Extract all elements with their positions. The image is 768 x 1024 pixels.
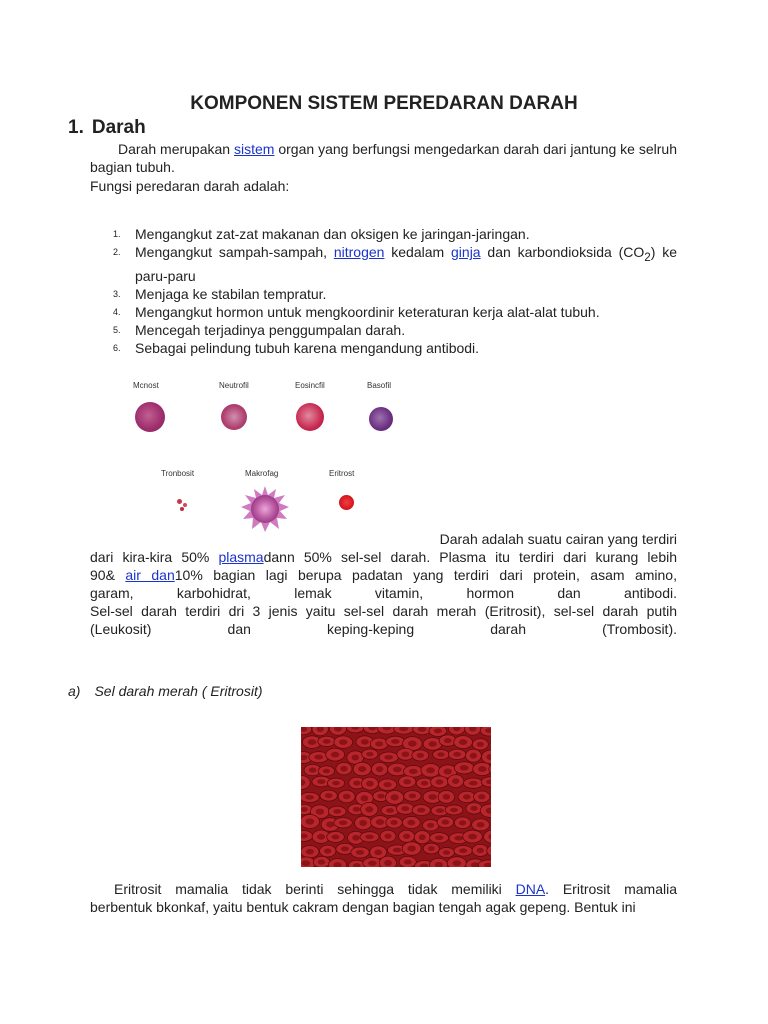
rbc-disc xyxy=(355,816,372,830)
rbc-disc xyxy=(313,856,330,867)
rbc-disc xyxy=(397,748,414,760)
rbc-disc xyxy=(445,805,463,815)
rbc-disc xyxy=(336,763,352,775)
section-number: 1. xyxy=(68,117,84,138)
rbc-disc xyxy=(474,791,490,803)
list-text: Mencegah terjadinya penggumpalan darah. xyxy=(135,321,406,338)
list-text: dan karbondioksida (CO xyxy=(480,244,645,260)
rbc-disc xyxy=(412,805,430,816)
list-item xyxy=(100,225,677,243)
rbc-disc xyxy=(312,727,328,736)
monosit-cell-image xyxy=(135,402,165,432)
rbc-disc xyxy=(482,750,491,764)
rbc-disc xyxy=(402,816,420,828)
trombosit-dot xyxy=(177,499,182,504)
subscript-2: 2 xyxy=(644,250,651,264)
rbc-disc xyxy=(301,846,319,858)
rbc-disc xyxy=(448,727,465,735)
rbc-disc xyxy=(422,820,438,831)
rbc-disc xyxy=(454,817,470,829)
eritrosit-text: . Eritrosit mamalia xyxy=(545,881,677,897)
rbc-disc xyxy=(351,847,369,858)
rbc-disc xyxy=(327,832,345,843)
eritrosit-text: Eritrosit mamalia tidak berinti sehingga tidak memiliki xyxy=(114,881,516,897)
basofil-cell-image xyxy=(369,407,393,431)
rbc-disc xyxy=(301,792,319,802)
rbc-disc xyxy=(472,844,488,856)
neutrofil-cell-image xyxy=(221,404,247,430)
rbc-disc xyxy=(421,763,440,777)
rbc-disc xyxy=(447,857,466,867)
label-makrofag: Makrofag xyxy=(245,469,279,478)
link-plasma[interactable]: plasma xyxy=(218,549,264,565)
rbc-disc xyxy=(386,736,405,747)
rbc-disc xyxy=(487,844,491,857)
rbc-disc xyxy=(481,777,491,787)
rbc-disc xyxy=(361,777,378,790)
darah-para-line6: (Leukosit) dan keping-keping darah (Trombosit). xyxy=(90,621,677,637)
rbc-disc xyxy=(328,806,346,816)
list-item xyxy=(100,285,677,303)
rbc-disc xyxy=(404,766,424,778)
rbc-disc xyxy=(416,778,432,789)
rbc-disc xyxy=(404,791,421,802)
rbc-disc xyxy=(458,791,475,802)
fungsi-intro: Fungsi peredaran darah adalah: xyxy=(90,178,290,194)
rbc-disc xyxy=(301,775,310,789)
rbc-disc xyxy=(385,790,403,804)
rbc-disc xyxy=(412,750,429,761)
darah-text: 90& xyxy=(90,567,126,583)
rbc-disc xyxy=(463,830,483,843)
rbc-disc xyxy=(327,778,344,788)
rbc-disc xyxy=(466,803,482,814)
rbc-disc xyxy=(414,831,430,844)
trombosit-dot xyxy=(183,503,187,507)
list-number: 4. xyxy=(113,306,121,317)
rbc-disc xyxy=(438,847,454,857)
rbc-disc xyxy=(362,749,378,759)
rbc-disc xyxy=(431,776,449,788)
rbc-disc xyxy=(353,762,371,776)
rbc-disc xyxy=(465,749,481,762)
rbc-disc xyxy=(318,736,336,746)
rbc-disc xyxy=(480,727,491,736)
makrofag-cell-image xyxy=(240,485,290,533)
rbc-disc xyxy=(338,790,355,803)
link-air-dan[interactable]: air dan xyxy=(125,567,175,583)
intro-text-a: Darah merupakan xyxy=(118,141,234,157)
rbc-disc xyxy=(329,727,346,735)
rbc-disc xyxy=(454,846,472,856)
darah-para-line1: Darah adalah suatu cairan yang terdiri xyxy=(439,531,677,547)
link-dna[interactable]: DNA xyxy=(515,881,546,897)
rbc-disc xyxy=(472,739,488,750)
rbc-disc xyxy=(334,736,353,749)
rbc-disc xyxy=(360,832,379,842)
rbc-disc xyxy=(399,856,416,867)
red-blood-cells-photo xyxy=(301,727,491,867)
rbc-disc xyxy=(326,748,345,761)
rbc-disc xyxy=(430,858,448,867)
rbc-disc xyxy=(454,762,474,774)
rbc-disc xyxy=(301,727,312,735)
rbc-disc xyxy=(433,750,450,760)
rbc-disc xyxy=(328,858,346,867)
rbc-disc xyxy=(394,727,414,734)
label-trombosit: Tronbosit xyxy=(161,469,195,478)
rbc-disc xyxy=(396,803,414,814)
list-number: 5. xyxy=(113,324,121,335)
fungsi-list xyxy=(100,225,677,357)
rbc-disc xyxy=(438,790,455,803)
trombosit-dot xyxy=(180,507,184,511)
list-text: Mengangkut sampah-sampah, xyxy=(135,244,334,260)
label-eritrosit: Eritrost xyxy=(329,469,355,478)
rbc-disc xyxy=(472,819,490,831)
rbc-disc xyxy=(318,766,334,776)
list-item xyxy=(100,339,677,357)
subsection-heading-eritrosit xyxy=(68,683,263,699)
rbc-disc xyxy=(320,845,336,857)
list-number: 3. xyxy=(113,288,121,299)
rbc-disc xyxy=(370,738,388,750)
list-text: ) ke paru-paru xyxy=(135,244,677,284)
list-text: Menjaga ke stabilan tempratur. xyxy=(135,285,327,302)
eritrosit-para-line2: berbentuk bkonkaf, yaitu bentuk cakram dengan bagian tengah agak gepeng. Bentuk ini xyxy=(90,899,636,915)
rbc-disc xyxy=(334,818,352,828)
intro-text-b: organ yang berfungsi mengedarkan darah dari jantung ke selruh bagian tubuh. xyxy=(90,141,677,175)
rbc-disc xyxy=(320,790,337,801)
eritrosit-para-line1 xyxy=(90,880,677,898)
rbc-disc xyxy=(484,830,491,843)
label-monosit: Mcnost xyxy=(133,381,159,390)
darah-para-line5: Sel-sel darah terdiri dri 3 jenis yaitu sel-sel darah merah (Eritrosit), sel-sel darah putih xyxy=(90,603,677,619)
page-title: KOMPONEN SISTEM PEREDARAN DARAH xyxy=(190,93,578,114)
link-sistem[interactable]: sistem xyxy=(234,141,275,157)
rbc-disc xyxy=(301,830,313,841)
rbc-disc xyxy=(380,830,396,842)
rbc-disc xyxy=(454,736,473,749)
rbc-disc xyxy=(301,815,320,829)
eritrosit-cell-image xyxy=(339,495,354,510)
rbc-disc xyxy=(437,816,454,827)
darah-para-line4: garam, karbohidrat, lemak vitamin, hormon dan antibodi. xyxy=(90,585,677,601)
rbc-disc xyxy=(371,762,387,776)
rbc-disc xyxy=(402,842,421,855)
list-item xyxy=(100,303,677,321)
darah-text: dann 50% sel-sel darah. Plasma itu terdiri dari kurang lebih xyxy=(263,549,677,565)
darah-para-line2 xyxy=(90,548,677,566)
eosinofil-cell-image xyxy=(296,403,324,431)
list-number: 6. xyxy=(113,342,121,353)
rbc-disc xyxy=(430,833,449,843)
link-ginja[interactable]: ginja xyxy=(451,244,481,260)
rbc-disc xyxy=(473,763,491,776)
rbc-disc xyxy=(346,727,364,733)
list-text: Sebagai pelindung tubuh karena mengandung antibodi. xyxy=(135,339,480,356)
rbc-disc xyxy=(361,802,378,816)
rbc-disc xyxy=(448,775,464,788)
rbc-disc xyxy=(379,752,398,763)
list-number: 1. xyxy=(113,229,121,239)
rbc-disc xyxy=(386,817,402,828)
label-neutrofil: Neutrofil xyxy=(219,381,249,390)
rbc-disc xyxy=(463,778,483,788)
list-text: kedalam xyxy=(384,244,452,260)
intro-paragraph xyxy=(90,140,677,176)
list-number: 2. xyxy=(113,247,121,257)
subsection-letter: a) xyxy=(68,683,81,699)
list-item xyxy=(100,243,677,285)
rbc-disc xyxy=(465,727,481,735)
rbc-disc xyxy=(448,749,466,759)
list-item xyxy=(100,321,677,339)
list-text: Mengangkut hormon untuk mengkoordinir keteraturan kerja alat-alat tubuh. xyxy=(135,303,600,320)
label-eosinofil: Eosincfil xyxy=(295,381,325,390)
rbc-disc xyxy=(399,830,415,842)
rbc-disc xyxy=(379,856,396,867)
rbc-disc xyxy=(398,776,415,788)
link-nitrogen[interactable]: nitrogen xyxy=(333,244,385,260)
darah-text: dari kira-kira 50% xyxy=(90,549,219,565)
label-basofil: Basofil xyxy=(367,381,392,390)
section-title: Darah xyxy=(91,117,146,138)
list-text: Mengangkut zat-zat makanan dan oksigen ke jaringan-jaringan. xyxy=(135,226,530,242)
darah-para-line3 xyxy=(90,566,677,584)
darah-text: 10% bagian lagi berupa padatan yang terdiri dari protein, asam amino, xyxy=(174,567,677,583)
red-blood-cells-image xyxy=(301,727,491,867)
rbc-disc xyxy=(423,843,439,854)
rbc-disc xyxy=(378,779,396,791)
subsection-title: Sel darah merah ( Eritrosit) xyxy=(94,683,263,699)
section-heading-darah xyxy=(68,117,146,139)
